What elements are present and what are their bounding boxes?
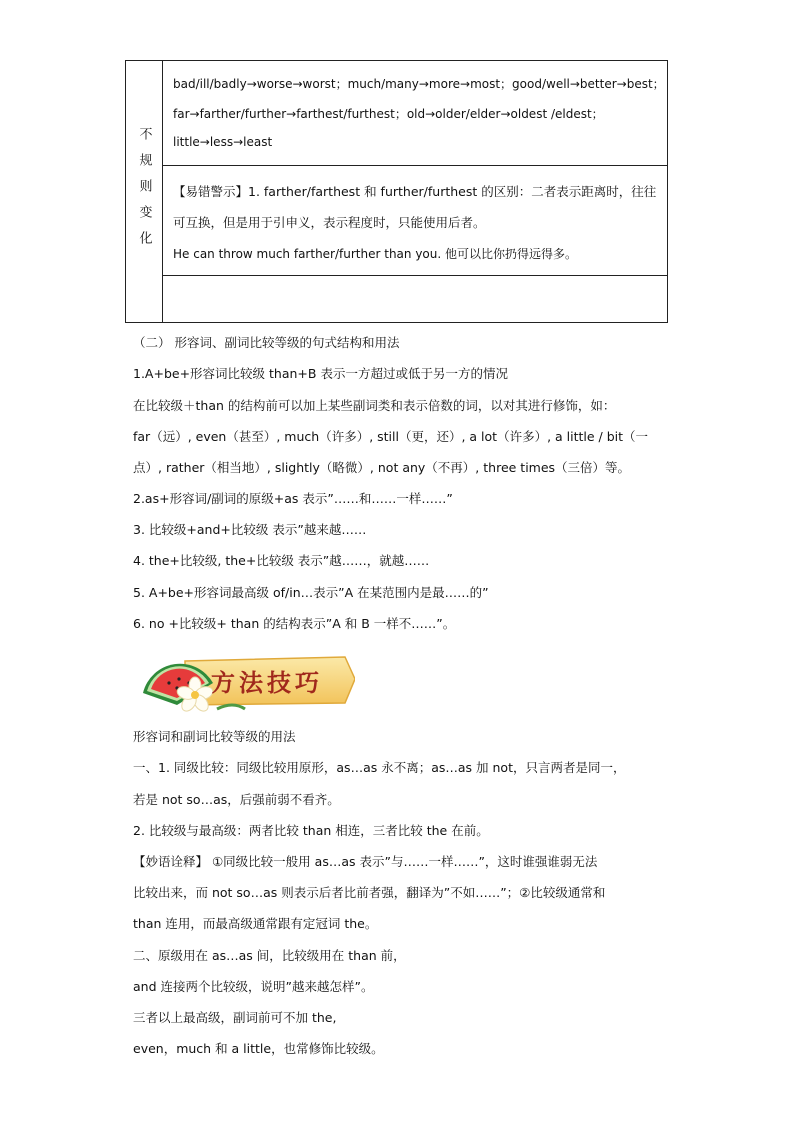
method-paragraph: 若是 not so…as，后强前弱不看齐。: [133, 792, 340, 807]
section-paragraph: 2.as+形容词/副词的原级+as 表示”……和……一样……”: [133, 491, 453, 506]
table-cell-empty: [163, 276, 667, 322]
method-paragraph: and 连接两个比较级，说明”越来越怎样”。: [133, 979, 374, 994]
section-paragraph: 3. 比较级+and+比较级 表示”越来越……: [133, 522, 367, 537]
irregular-line-2: far→farther/further→farthest/furthest；old→older/elder→oldest /eldest；: [173, 107, 604, 121]
irregular-line-3: little→less→least: [173, 135, 273, 149]
row-header-label: 不规则变化: [136, 126, 152, 257]
table-row-header: [126, 61, 163, 322]
section-paragraph: 点）, rather（相当地）, slightly（略微）, not any（不再）, three times（三倍）等。: [133, 460, 631, 475]
method-paragraph: 二、原级用在 as…as 间，比较级用在 than 前，: [133, 948, 406, 963]
method-paragraph: 【妙语诠释】 ①同级比较一般用 as…as 表示”与……一样……”，这时谁强谁弱无法: [133, 854, 598, 869]
warning-line-2: 可互换，但是用于引申义，表示程度时，只能使用后者。: [173, 215, 486, 230]
method-paragraph: than 连用，而最高级通常跟有定冠词 the。: [133, 916, 378, 931]
method-paragraph: 三者以上最高级，副词前可不加 the,: [133, 1010, 337, 1025]
section-paragraph: 4. the+比较级, the+比较级 表示”越……，就越……: [133, 553, 430, 568]
warning-example: He can throw much farther/further than you. 他可以比你扔得远得多。: [173, 247, 578, 261]
warning-line-1: 【易错警示】1. farther/farthest 和 further/furthest 的区别：二者表示距离时，往往: [173, 184, 657, 199]
method-paragraph: 2. 比较级与最高级：两者比较 than 相连，三者比较 the 在前。: [133, 823, 489, 838]
method-paragraph: 形容词和副词比较等级的用法: [133, 729, 296, 744]
section-heading: （二） 形容词、副词比较等级的句式结构和用法: [133, 335, 400, 350]
table-cell-irregular-list: [163, 61, 667, 166]
banner-title: 方法技巧: [211, 668, 323, 697]
method-paragraph: 一、1. 同级比较：同级比较用原形，as…as 永不离；as…as 加 not，只言两者是同一，: [133, 760, 626, 775]
irregular-forms-table: [125, 60, 668, 323]
section-paragraph: 5. A+be+形容词最高级 of/in…表示”A 在某范围内是最……的”: [133, 585, 489, 600]
section-paragraph: 1.A+be+形容词比较级 than+B 表示一方超过或低于另一方的情况: [133, 366, 508, 381]
method-paragraph: even，much 和 a little，也常修饰比较级。: [133, 1041, 384, 1056]
section-paragraph: far（远）, even（甚至）, much（许多）, still（更，还）, a lot（许多）, a little / bit（一: [133, 429, 649, 444]
section-paragraph: 6. no +比较级+ than 的结构表示”A 和 B 一样不……”。: [133, 616, 456, 631]
method-banner: [133, 643, 355, 715]
irregular-line-1: bad/ill/badly→worse→worst；much/many→more→most；good/well→better→best；: [173, 77, 665, 91]
section-paragraph: 在比较级＋than 的结构前可以加上某些副词类和表示倍数的词，以对其进行修饰，如：: [133, 398, 616, 413]
table-cell-warning: [163, 166, 667, 276]
method-paragraph: 比较出来，而 not so…as 则表示后者比前者强，翻译为”不如……”；②比较级通常和: [133, 885, 606, 900]
